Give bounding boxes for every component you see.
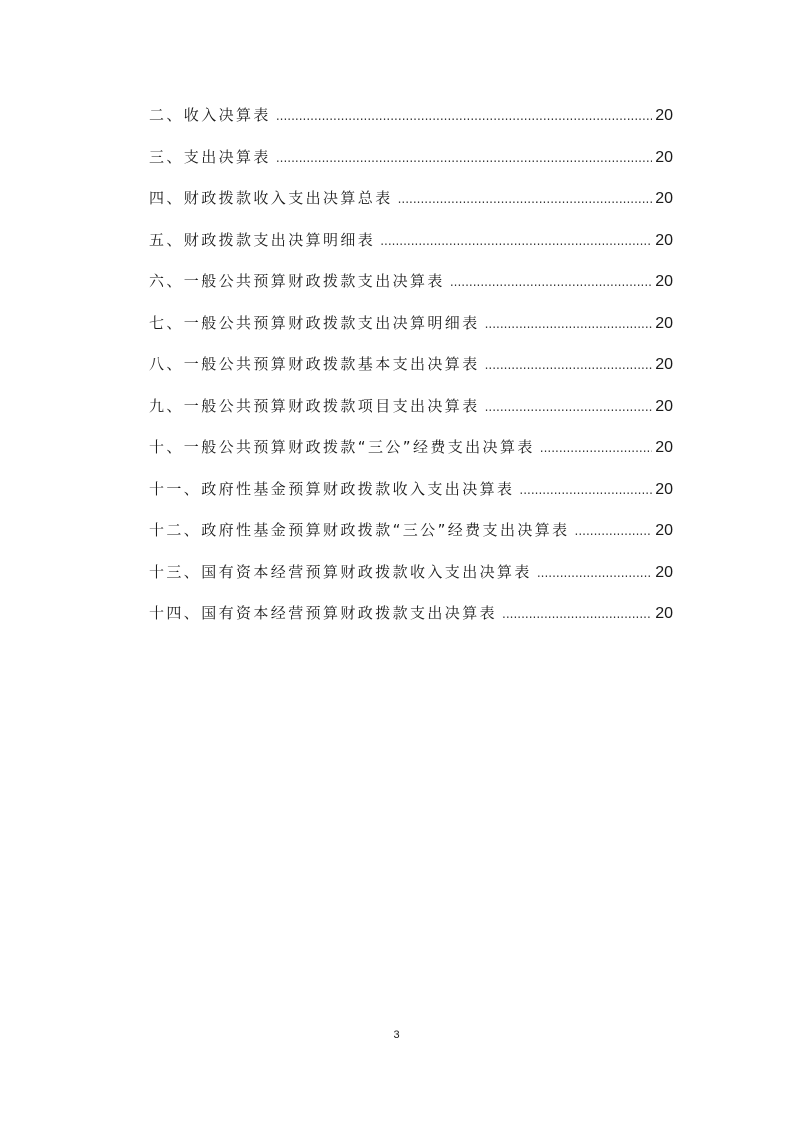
toc-dot-leader — [380, 234, 652, 248]
toc-entry-13[interactable] — [149, 561, 673, 603]
toc-dot-leader — [276, 109, 652, 123]
toc-entry-title: 十一、政府性基金预算财政拨款收入支出决算表 — [149, 479, 515, 498]
toc-entry-11[interactable] — [149, 478, 673, 520]
toc-entry-title: 十三、国有资本经营预算财政拨款收入支出决算表 — [149, 562, 532, 581]
toc-entry-9[interactable] — [149, 395, 673, 437]
toc-dot-leader — [485, 317, 653, 331]
toc-dot-leader — [485, 358, 653, 372]
toc-entry-page: 20 — [655, 190, 673, 207]
toc-entry-page: 20 — [655, 148, 673, 166]
toc-entry-14[interactable] — [149, 602, 673, 644]
toc-entry-5[interactable] — [149, 229, 673, 271]
toc-entry-title: 十四、国有资本经营预算财政拨款支出决算表 — [149, 604, 498, 622]
toc-dot-leader — [450, 275, 652, 289]
toc-entry-title: 三、支出决算表 — [149, 147, 271, 166]
toc-entry-3[interactable] — [149, 146, 673, 188]
toc-entry-page: 20 — [655, 605, 673, 622]
toc-entry-10[interactable] — [149, 436, 673, 478]
toc-entry-6[interactable] — [149, 270, 673, 312]
toc-entry-page: 20 — [655, 522, 673, 539]
toc-entry-7[interactable] — [149, 312, 673, 354]
toc-dot-leader — [276, 151, 652, 165]
toc-dot-leader — [502, 607, 652, 621]
toc-entry-page: 20 — [655, 480, 673, 498]
toc-dot-leader — [575, 524, 653, 538]
toc-dot-leader — [485, 400, 653, 414]
toc-entry-title: 七、一般公共预算财政拨款支出决算明细表 — [149, 313, 480, 332]
toc-entry-page: 20 — [655, 397, 673, 415]
toc-entry-title: 五、财政拨款支出决算明细表 — [149, 230, 376, 249]
toc-dot-leader — [540, 441, 652, 455]
toc-entry-12[interactable] — [149, 519, 673, 561]
toc-entry-page: 20 — [655, 273, 673, 290]
page-number: 3 — [393, 1029, 400, 1041]
toc-entry-title: 六、一般公共预算财政拨款支出决算表 — [149, 272, 445, 290]
toc-entry-title: 二、收入决算表 — [149, 106, 271, 124]
toc-entry-4[interactable] — [149, 187, 673, 229]
toc-dot-leader — [398, 192, 653, 206]
toc-entry-page: 20 — [655, 439, 673, 456]
toc-entry-title: 十、一般公共预算财政拨款“三公”经费支出决算表 — [149, 438, 535, 456]
toc-entry-page: 20 — [655, 314, 673, 332]
toc-entry-page: 20 — [655, 107, 673, 124]
toc-entry-title: 八、一般公共预算财政拨款基本支出决算表 — [149, 355, 480, 373]
toc-entry-2[interactable] — [149, 104, 673, 146]
toc-entry-title: 九、一般公共预算财政拨款项目支出决算表 — [149, 396, 480, 415]
toc-dot-leader — [537, 566, 652, 580]
toc-entry-page: 20 — [655, 356, 673, 373]
toc-entry-title: 十二、政府性基金预算财政拨款“三公”经费支出决算表 — [149, 521, 570, 539]
toc-dot-leader — [519, 483, 652, 497]
table-of-contents — [149, 104, 673, 644]
toc-entry-page: 20 — [655, 231, 673, 249]
toc-entry-8[interactable] — [149, 353, 673, 395]
toc-entry-title: 四、财政拨款收入支出决算总表 — [149, 189, 393, 207]
toc-entry-page: 20 — [655, 563, 673, 581]
